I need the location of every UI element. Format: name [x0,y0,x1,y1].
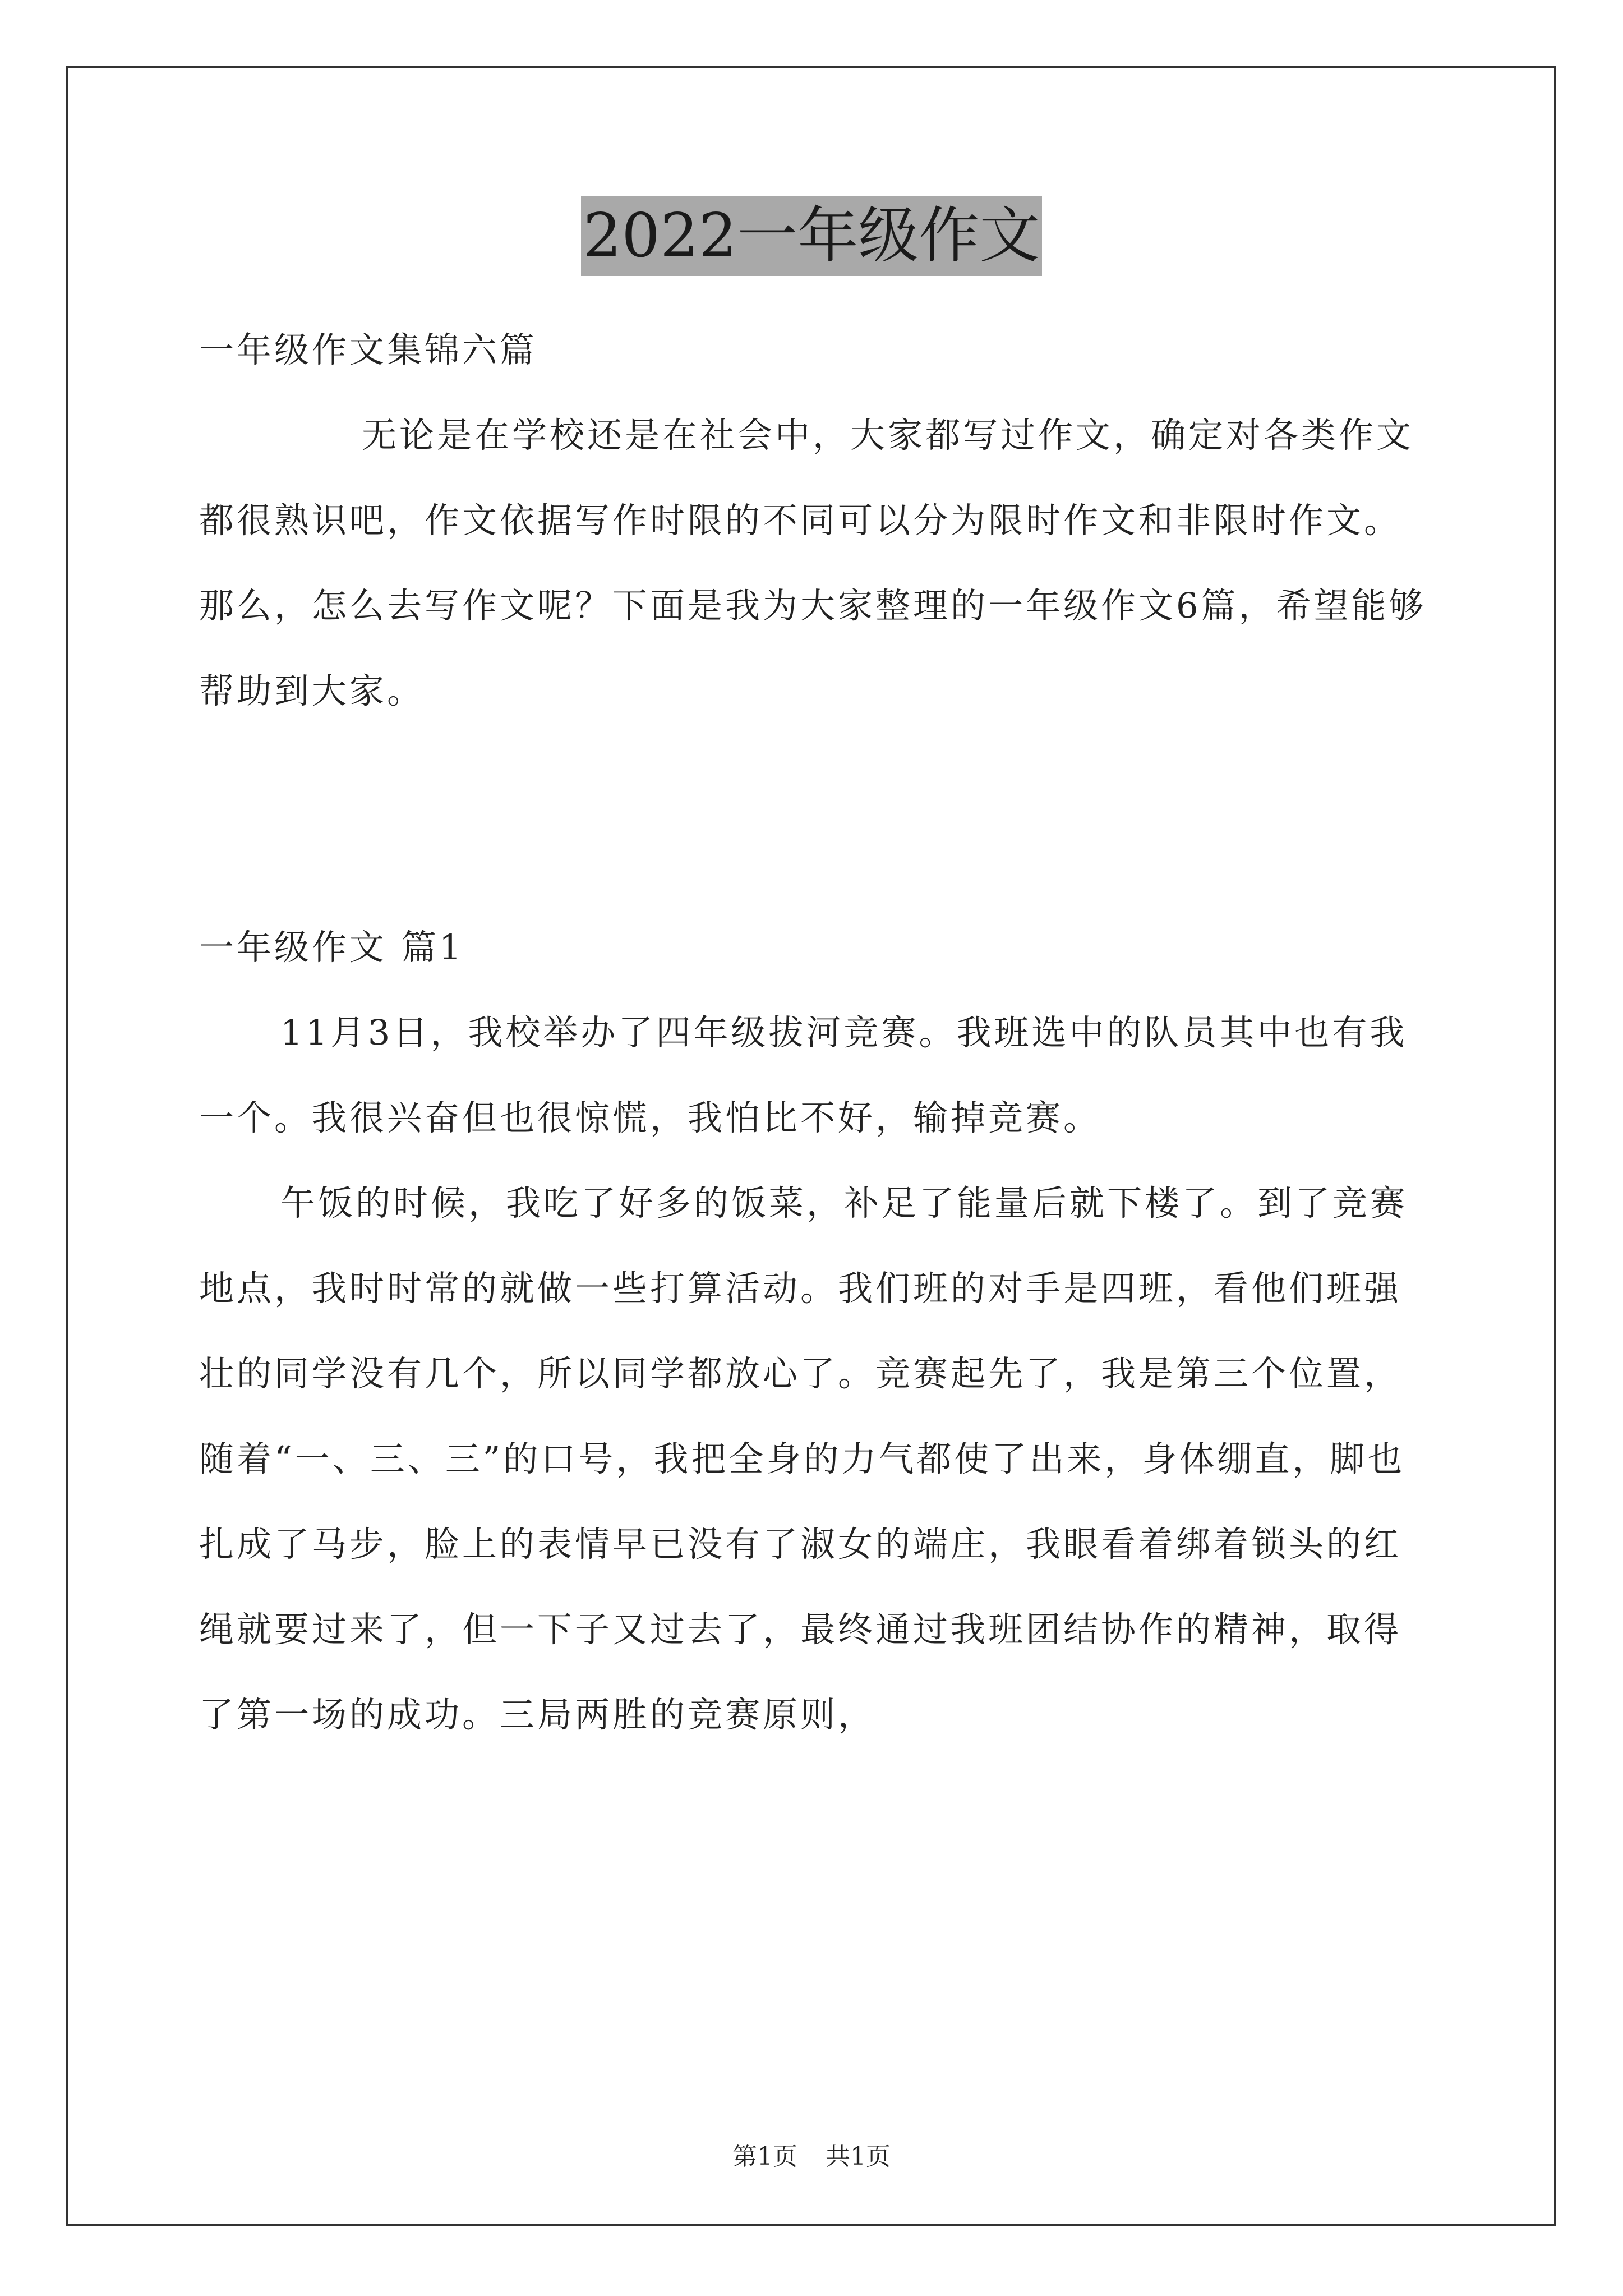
document-body [199,307,1433,1757]
body-paragraph-1: 11月3日，我校举办了四年级拔河竞赛。我班选中的队员其中也有我一个。我很兴奋但也很惊慌，我怕比不好，输掉竞赛。 [199,1012,1408,1138]
document-title: 2022一年级作文 [581,196,1043,276]
footer-page-total: 共1页 [826,2142,891,2171]
page-footer [0,2136,1623,2172]
document-subtitle: 一年级作文集锦六篇 [199,329,538,370]
footer-page-current: 第1页 [732,2142,797,2171]
section-heading-number: 篇1 [402,927,464,968]
body-paragraph-2: 午饭的时候，我吃了好多的饭菜，补足了能量后就下楼了。到了竞赛地点，我时时常的就做一些打算活动。我们班的对手是四班，看他们班强壮的同学没有几个，所以同学都放心了。竞赛起先了，我是第三个位置，随着“一、三、三”的口号，我把全身的力气都使了出来，身体绷直，脚也扎成了马步，脸上的表情早已没有了淑女的端庄，我眼看着绑着锁头的红绳就要过来了，但一下子又过去了，最终通过我班团结协作的精神，取得了第一场的成功。三局两胜的竞赛原则， [199,1182,1408,1735]
section-heading-label: 一年级作文 [199,927,388,968]
section-heading [199,905,1433,990]
intro-paragraph: 无论是在学校还是在社会中，大家都写过作文，确定对各类作文都很熟识吧，作文依据写作时限的不同可以分为限时作文和非限时作文。那么，怎么去写作文呢？下面是我为大家整理的一年级作文6篇，希望能够帮助到大家。 [199,415,1427,711]
blank-spacer [199,734,1433,905]
title-container [0,196,1623,276]
